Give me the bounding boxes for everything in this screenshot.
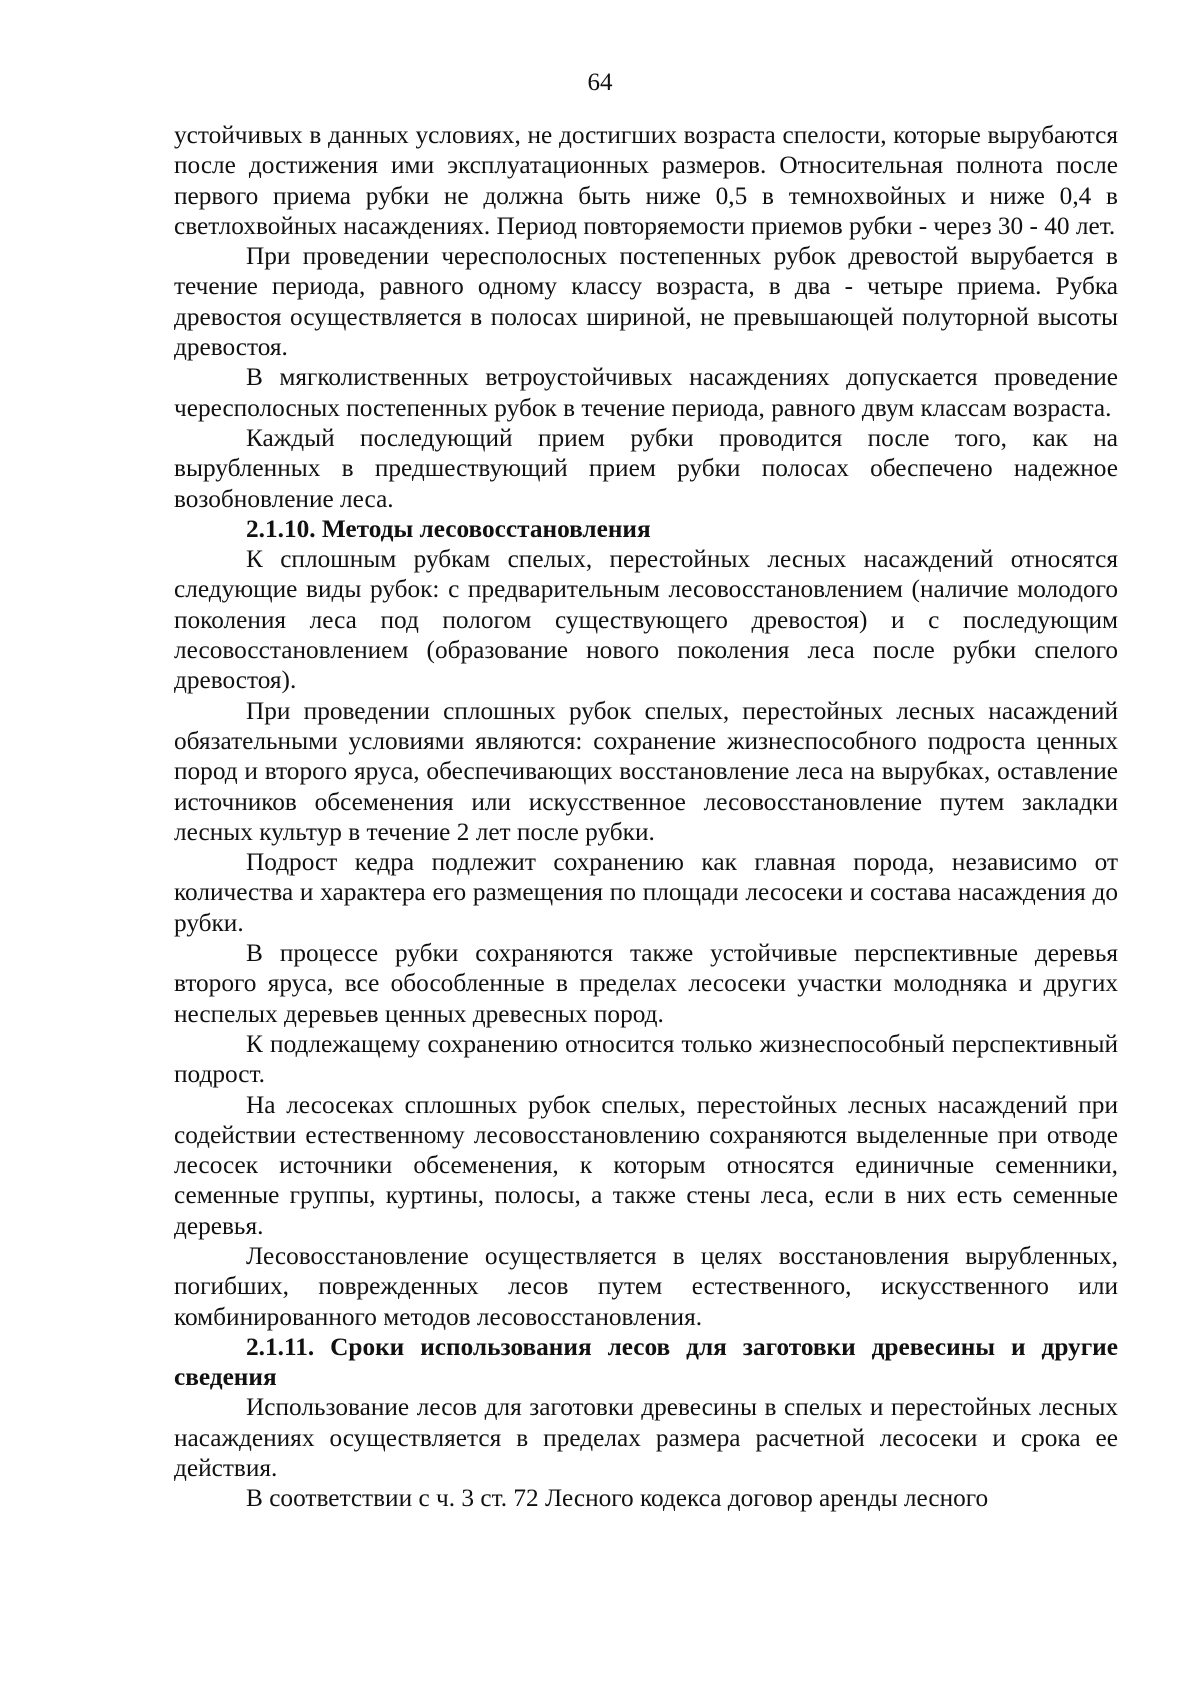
paragraph: Каждый последующий прием рубки проводится после того, как на вырубленных в предшествующий прием рубки полосах обеспечено надежное возобновление леса. [174,423,1118,513]
paragraph: На лесосеках сплошных рубок спелых, перестойных лесных насаждений при содействии естественному лесовосстановлению сохраняются выделенные при отводе лесосек источники обсеменения, к которым относятся единичные семенники, семенные группы, куртины, полосы, а также стены леса, если в них есть семенные деревья. [174,1090,1118,1240]
paragraph: К подлежащему сохранению относится только жизнеспособный перспективный подрост. [174,1029,1118,1089]
paragraph: В процессе рубки сохраняются также устойчивые перспективные деревья второго яруса, все обособленные в пределах лесосеки участки молодняка и других неспелых деревьев ценных древесных пород. [174,939,1118,1028]
paragraph: При проведении сплошных рубок спелых, перестойных лесных насаждений обязательными условиями являются: сохранение жизнеспособного подроста ценных пород и второго яруса, обеспечивающих восстановление леса на вырубках, оставление источников обсеменения или искусственное лесовосстановление путем закладки лесных культур в течение 2 лет после рубки. [174,696,1118,846]
section-heading: 2.1.10. Методы лесовосстановления [246,514,651,543]
paragraph: В соответствии с ч. 3 ст. 72 Лесного кодекса договор аренды лесного [246,1484,989,1513]
section-heading: 2.1.11. Сроки использования лесов для заготовки древесины и другие сведения [174,1332,1118,1392]
page-number: 64 [587,69,613,96]
paragraph: Подрост кедра подлежит сохранению как главная порода, независимо от количества и характера его размещения по площади лесосеки и состава насаждения до рубки. [174,848,1118,937]
paragraph: При проведении чересполосных постепенных рубок древостой вырубается в течение периода, равного одному классу возраста, в два - четыре приема. Рубка древостоя осуществляется в полосах шириной, не превышающей полуторной высоты древостоя. [174,242,1118,362]
paragraph: К сплошным рубкам спелых, перестойных лесных насаждений относятся следующие виды рубок: с предварительным лесовосстановлением (наличие молодого поколения леса под пологом существующего древостоя) и с последующим лесовосстановлением (образование нового поколения леса после рубки спелого древостоя). [174,545,1118,695]
document-body [174,120,1118,1514]
paragraph: В мягколиственных ветроустойчивых насаждениях допускается проведение чересполосных постепенных рубок в течение периода, равного двум классам возраста. [174,363,1118,422]
paragraph: устойчивых в данных условиях, не достигших возраста спелости, которые вырубаются после достижения ими эксплуатационных размеров. Относительная полнота после первого приема рубки не должна быть ниже 0,5 в темнохвойных и ниже 0,4 в светлохвойных насаждениях. Период повторяемости приемов рубки - через 30 - 40 лет. [174,121,1118,240]
paragraph: Использование лесов для заготовки древесины в спелых и перестойных лесных насаждениях осуществляется в пределах размера расчетной лесосеки и срока ее действия. [174,1393,1118,1483]
paragraph: Лесовосстановление осуществляется в целях восстановления вырубленных, погибших, поврежденных лесов путем естественного, искусственного или комбинированного методов лесовосстановления. [174,1241,1118,1331]
